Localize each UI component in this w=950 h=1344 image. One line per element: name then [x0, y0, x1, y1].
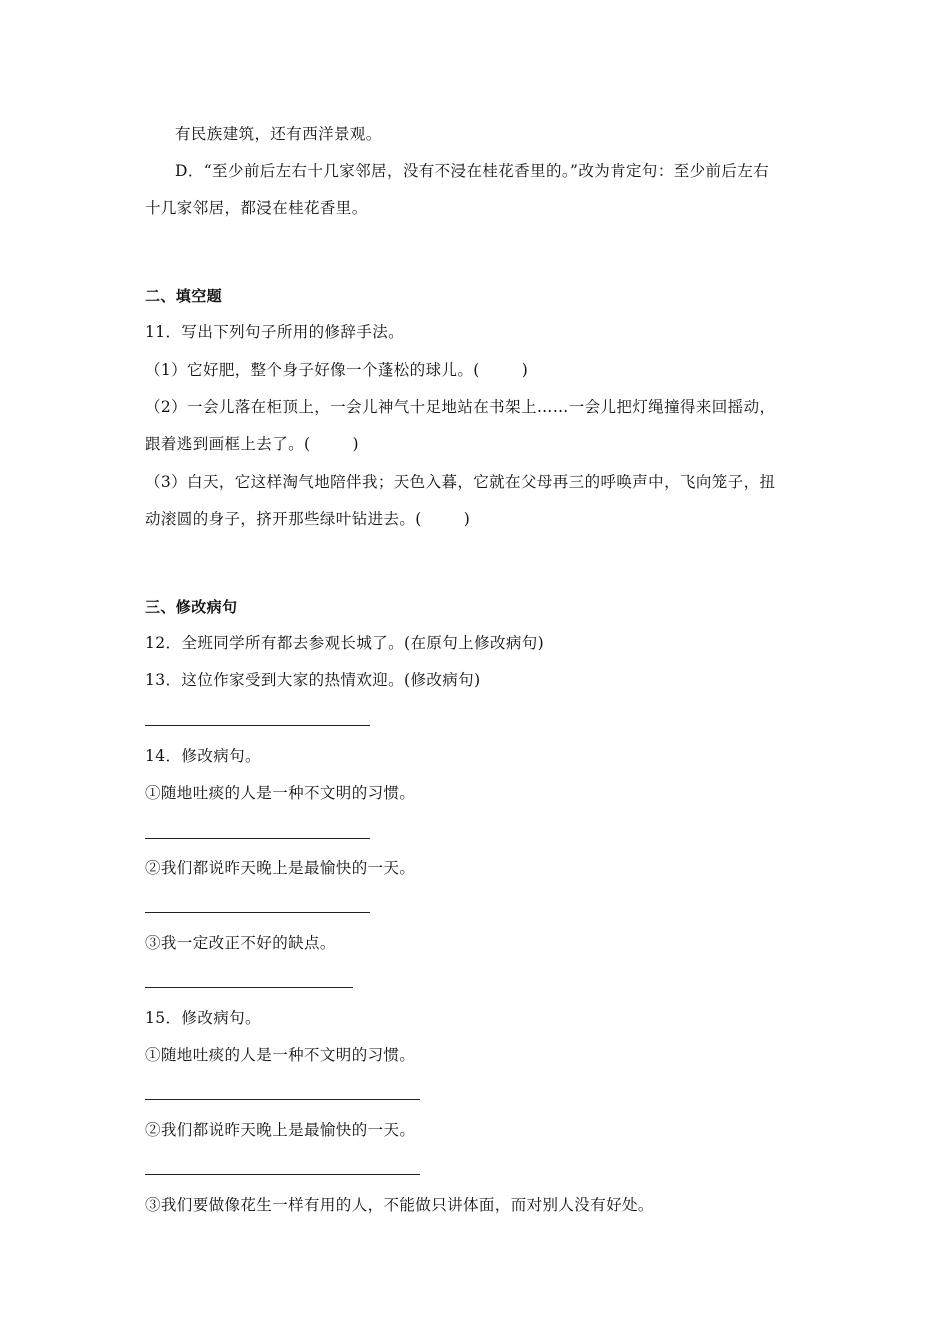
section-heading-fill-blank: 二、填空题 — [145, 287, 223, 305]
answer-line[interactable] — [145, 725, 370, 726]
question-11-item-1-text: （1）它好肥，整个身子好像一个蓬松的球儿。( — [145, 361, 480, 379]
answer-line[interactable] — [145, 987, 353, 988]
question-15-item-1: ①随地吐痰的人是一种不文明的习惯。 — [145, 1046, 416, 1064]
question-13: 13．这位作家受到大家的热情欢迎。(修改病句) — [145, 671, 481, 689]
close-paren: ) — [463, 510, 471, 528]
question-11-item-3-text: 动滚圆的身子，挤开那些绿叶钻进去。( — [145, 510, 422, 528]
question-14-title: 14．修改病句。 — [145, 747, 261, 765]
section-heading-correct-sentences: 三、修改病句 — [145, 598, 238, 616]
question-11-item-2-line-1: （2）一会儿落在柜顶上，一会儿神气十足地站在书架上……一会儿把灯绳撞得来回摇动， — [145, 398, 776, 416]
question-15-item-2: ②我们都说昨天晚上是最愉快的一天。 — [145, 1121, 416, 1139]
question-12: 12．全班同学所有都去参观长城了。(在原句上修改病句) — [145, 634, 545, 652]
question-11-item-3-line-1: （3）白天，它这样淘气地陪伴我；天色入暮，它就在父母再三的呼唤声中，飞向笼子，扭 — [145, 473, 776, 491]
question-11-title: 11．写出下列句子所用的修辞手法。 — [145, 323, 405, 341]
question-11-item-1 — [145, 360, 528, 380]
option-c-continuation: 有民族建筑，还有西洋景观。 — [175, 125, 382, 143]
close-paren: ) — [521, 361, 529, 379]
question-14-item-3: ③我一定改正不好的缺点。 — [145, 934, 336, 952]
answer-line[interactable] — [145, 1174, 420, 1175]
question-14-item-1: ①随地吐痰的人是一种不文明的习惯。 — [145, 784, 416, 802]
question-15-item-3: ③我们要做像花生一样有用的人，不能做只讲体面，而对别人没有好处。 — [145, 1196, 654, 1214]
answer-line[interactable] — [145, 912, 370, 913]
question-11-item-2-line-2 — [145, 434, 359, 454]
option-d-line-1: D．“至少前后左右十几家邻居，没有不浸在桂花香里的。”改为肯定句：至少前后左右 — [175, 162, 770, 180]
question-11-item-2-text: 跟着逃到画框上去了。( — [145, 435, 311, 453]
answer-line[interactable] — [145, 1099, 420, 1100]
option-d-line-2: 十几家邻居，都浸在桂花香里。 — [145, 199, 368, 217]
answer-line[interactable] — [145, 838, 370, 839]
question-15-title: 15．修改病句。 — [145, 1009, 261, 1027]
close-paren: ) — [352, 435, 359, 453]
question-14-item-2: ②我们都说昨天晚上是最愉快的一天。 — [145, 859, 416, 877]
question-11-item-3-line-2 — [145, 509, 470, 529]
